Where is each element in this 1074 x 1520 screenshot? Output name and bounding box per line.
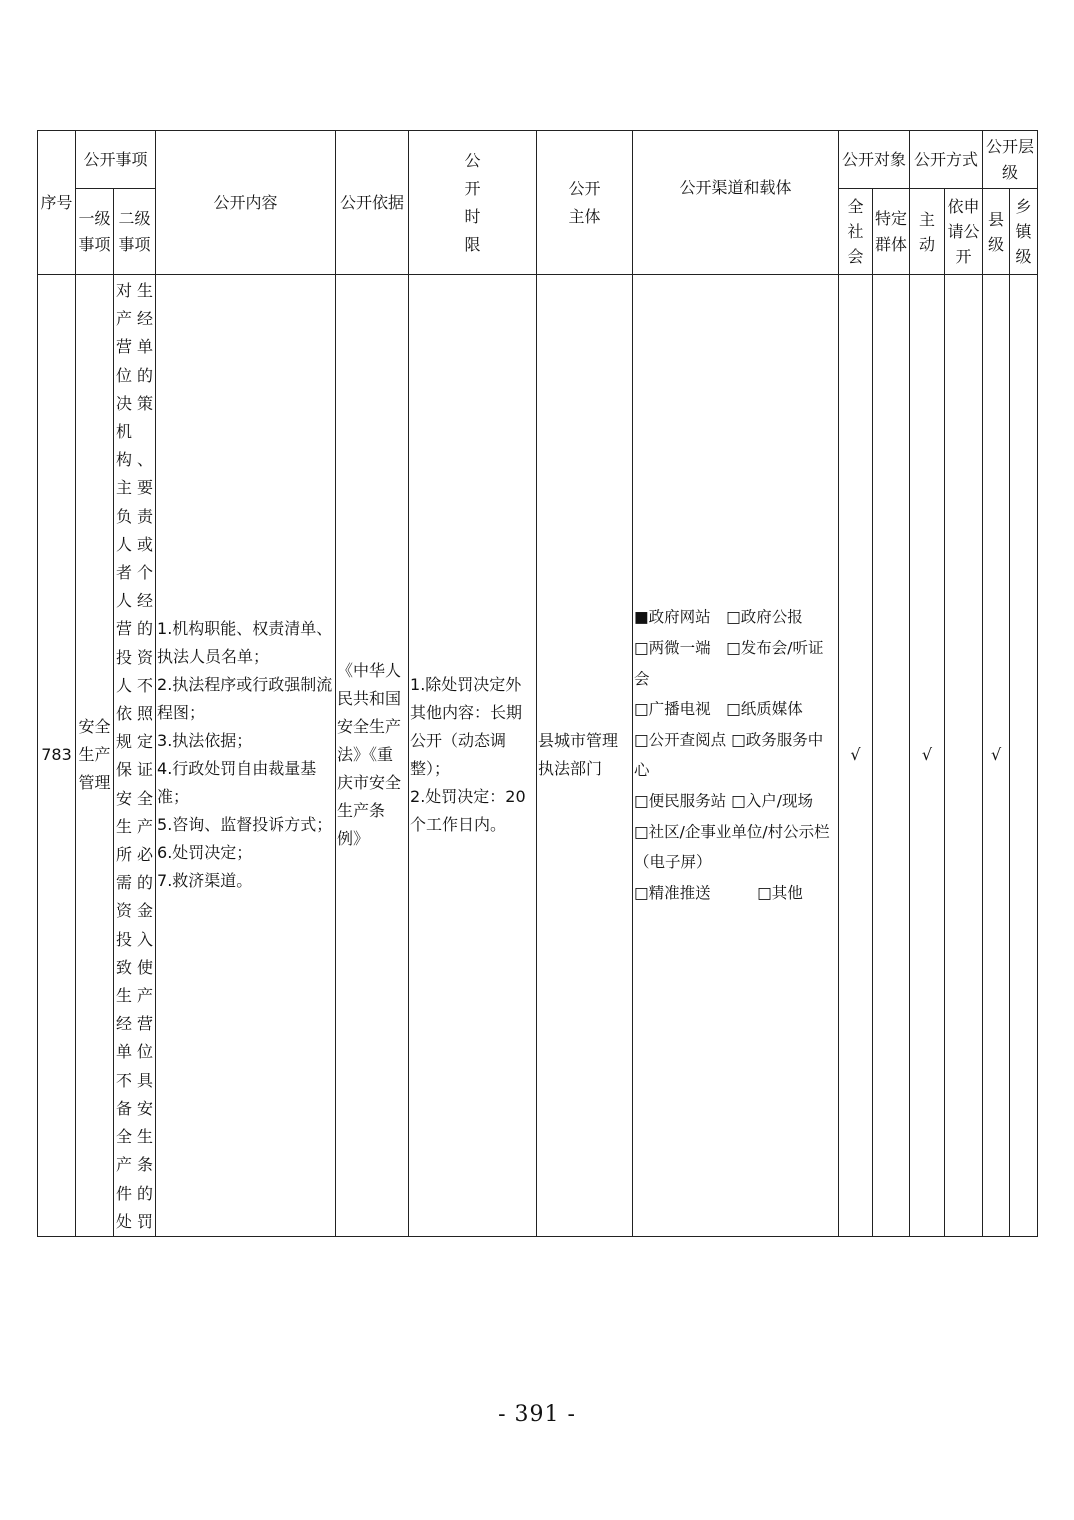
header-subject <box>537 131 633 275</box>
header-audience-specific: 特定群体 <box>873 189 910 275</box>
content-line: 6.处罚决定； <box>157 843 253 863</box>
header-level-county <box>983 189 1010 275</box>
content-line: 4.行政处罚自由裁量基准； <box>157 759 317 807</box>
header-method-request: 依申请公开 <box>945 189 983 275</box>
content-list <box>157 615 334 895</box>
header-subject-text: 公开主体 <box>568 178 601 226</box>
channel-line: □便民服务站 □入户/现场 <box>634 792 813 811</box>
page-number: - 391 - <box>498 1402 576 1427</box>
header-time-limit <box>409 131 537 275</box>
time-limit-line: 1.除处罚决定外其他内容：长期公开（动态调整）； <box>410 675 523 779</box>
time-limit-line: 2.处罚决定：20个工作日内。 <box>410 787 526 835</box>
channel-line: □公开查阅点 □政务服务中心 <box>634 730 824 780</box>
content-line: 1.机构职能、权责清单、执法人员名单； <box>157 619 333 667</box>
row-method-active: √ <box>910 275 945 1237</box>
row-audience-specific <box>873 275 910 1237</box>
channel-line: □两微一端 □发布会/听证会 <box>634 639 824 688</box>
content-line: 3.执法依据； <box>157 731 253 751</box>
header-item-level2: 二级事项 <box>114 189 156 275</box>
disclosure-table <box>37 130 1038 1237</box>
row-method-request <box>945 275 983 1237</box>
header-level-county-text: 县级 <box>988 209 1005 254</box>
header-level-group: 公开层级 <box>983 131 1038 189</box>
row-content <box>156 275 336 1237</box>
row-basis: 《中华人民共和国安全生产法》《重庆市安全生产条例》 <box>336 275 409 1237</box>
header-content: 公开内容 <box>156 131 336 275</box>
content-line: 7.救济渠道。 <box>157 871 253 891</box>
row-time-limit <box>409 275 537 1237</box>
content-line: 2.执法程序或行政强制流程图； <box>157 675 333 723</box>
row-audience-all: √ <box>839 275 873 1237</box>
header-item-level1: 一级事项 <box>76 189 114 275</box>
row-item-level2: 对生产经营单位的决策机构、主要负责人或者个人经营的投资人不依照规定保证安全生产所必需的资金投入致使生产经营单位不具备安全生产条件的处罚 <box>114 275 156 1237</box>
row-seq: 783 <box>38 275 76 1237</box>
header-time-limit-text: 公开时限 <box>464 150 481 254</box>
header-channel: 公开渠道和载体 <box>633 131 839 275</box>
channel-line: ■政府网站 □政府公报 <box>634 608 803 627</box>
header-method-active <box>910 189 945 275</box>
header-audience-group: 公开对象 <box>839 131 910 189</box>
row-level-county: √ <box>983 275 1010 1237</box>
header-level-township-text: 乡镇级 <box>1015 197 1032 266</box>
header-level-township <box>1010 189 1038 275</box>
channel-line: □广播电视 □纸质媒体 <box>634 700 803 719</box>
content-line: 5.咨询、监督投诉方式； <box>157 815 333 835</box>
row-item-level1: 安全生产管理 <box>76 275 114 1237</box>
header-audience-all-text: 全社会 <box>847 197 864 266</box>
channel-line: □精准推送 □其他 <box>634 883 803 902</box>
header-audience-all <box>839 189 873 275</box>
header-method-group: 公开方式 <box>910 131 983 189</box>
row-level-township <box>1010 275 1038 1237</box>
header-seq: 序号 <box>38 131 76 275</box>
row-subject: 县城市管理执法部门 <box>537 275 633 1237</box>
header-basis: 公开依据 <box>336 131 409 275</box>
header-method-active-text: 主动 <box>919 209 936 254</box>
channel-line: □社区/企事业单位/村公示栏（电子屏） <box>634 822 830 872</box>
row-channel <box>633 275 839 1237</box>
header-item-group: 公开事项 <box>76 131 156 189</box>
